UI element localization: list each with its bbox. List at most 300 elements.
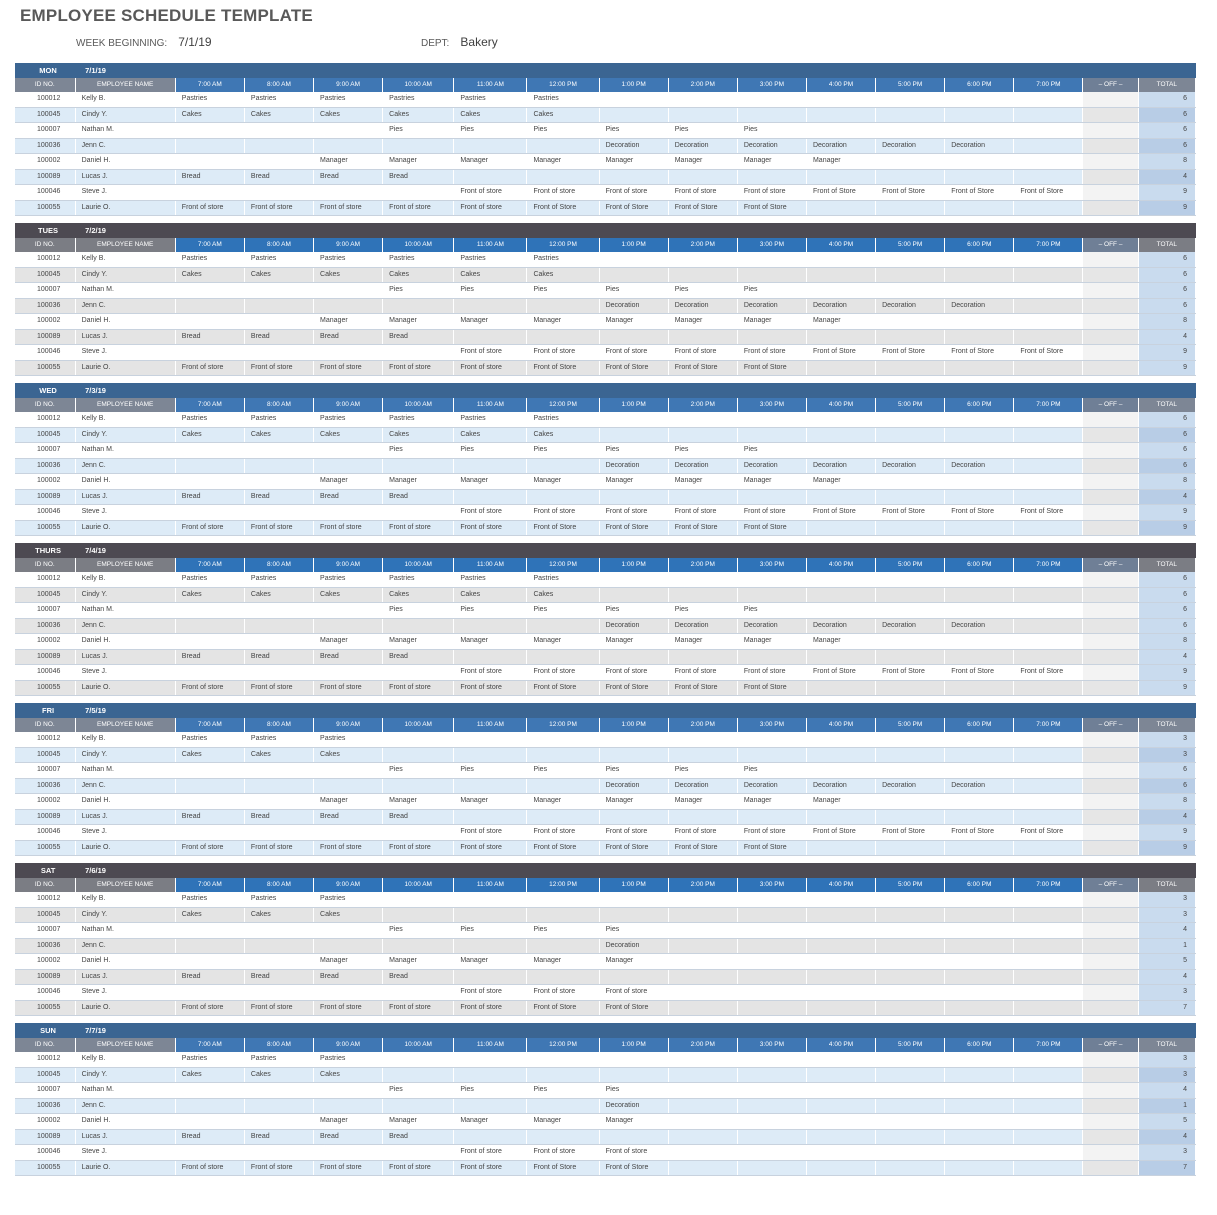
shift-cell[interactable] [737, 1083, 806, 1099]
shift-cell[interactable]: Front of store [175, 1160, 244, 1176]
shift-cell[interactable]: Bread [175, 809, 244, 825]
total-hours[interactable]: 8 [1138, 474, 1195, 490]
shift-cell[interactable] [244, 1145, 313, 1161]
shift-cell[interactable]: Cakes [383, 587, 454, 603]
employee-id[interactable]: 100089 [15, 649, 75, 665]
shift-cell[interactable]: Pastries [175, 572, 244, 587]
total-hours[interactable]: 4 [1138, 923, 1195, 939]
shift-cell[interactable]: Front of Store [737, 520, 806, 536]
employee-id[interactable]: 100055 [15, 200, 75, 216]
off-cell[interactable] [1083, 603, 1138, 619]
shift-cell[interactable] [806, 572, 875, 587]
employee-name[interactable]: Nathan M. [75, 443, 175, 459]
shift-cell[interactable] [806, 985, 875, 1001]
shift-cell[interactable]: Decoration [737, 778, 806, 794]
shift-cell[interactable]: Cakes [244, 267, 313, 283]
shift-cell[interactable]: Front of Store [1014, 185, 1083, 201]
employee-name[interactable]: Kelly B. [75, 412, 175, 427]
shift-cell[interactable] [599, 969, 668, 985]
shift-cell[interactable] [454, 649, 527, 665]
off-cell[interactable] [1083, 427, 1138, 443]
employee-id[interactable]: 100012 [15, 892, 75, 907]
off-cell[interactable] [1083, 412, 1138, 427]
week-beginning-value[interactable]: 7/1/19 [178, 35, 212, 49]
shift-cell[interactable] [599, 747, 668, 763]
shift-cell[interactable] [175, 443, 244, 459]
shift-cell[interactable] [244, 345, 313, 361]
shift-cell[interactable]: Manager [454, 794, 527, 810]
total-hours[interactable]: 9 [1138, 825, 1195, 841]
total-hours[interactable]: 9 [1138, 505, 1195, 521]
shift-cell[interactable] [314, 763, 383, 779]
shift-cell[interactable]: Front of store [668, 505, 737, 521]
shift-cell[interactable] [175, 154, 244, 170]
shift-cell[interactable]: Pies [454, 443, 527, 459]
shift-cell[interactable] [876, 763, 945, 779]
shift-cell[interactable]: Front of store [244, 1160, 313, 1176]
shift-cell[interactable]: Pastries [454, 572, 527, 587]
shift-cell[interactable]: Decoration [876, 618, 945, 634]
employee-name[interactable]: Lucas J. [75, 329, 175, 345]
shift-cell[interactable] [383, 185, 454, 201]
shift-cell[interactable]: Front of store [454, 680, 527, 696]
shift-cell[interactable]: Pastries [175, 92, 244, 107]
shift-cell[interactable]: Front of store [599, 185, 668, 201]
total-hours[interactable]: 6 [1138, 427, 1195, 443]
shift-cell[interactable] [945, 329, 1014, 345]
shift-cell[interactable] [806, 443, 875, 459]
shift-cell[interactable] [737, 969, 806, 985]
shift-cell[interactable]: Decoration [945, 138, 1014, 154]
employee-id[interactable]: 100002 [15, 1114, 75, 1130]
employee-id[interactable]: 100036 [15, 138, 75, 154]
shift-cell[interactable] [1014, 1129, 1083, 1145]
shift-cell[interactable]: Bread [314, 969, 383, 985]
shift-cell[interactable] [383, 665, 454, 681]
total-hours[interactable]: 9 [1138, 360, 1195, 376]
employee-id[interactable]: 100089 [15, 969, 75, 985]
shift-cell[interactable] [244, 474, 313, 490]
employee-name[interactable]: Cindy Y. [75, 587, 175, 603]
shift-cell[interactable] [806, 969, 875, 985]
shift-cell[interactable] [1014, 200, 1083, 216]
shift-cell[interactable] [527, 778, 599, 794]
shift-cell[interactable]: Pastries [244, 92, 313, 107]
shift-cell[interactable]: Decoration [599, 458, 668, 474]
total-hours[interactable]: 4 [1138, 329, 1195, 345]
shift-cell[interactable] [1014, 283, 1083, 299]
shift-cell[interactable] [175, 458, 244, 474]
shift-cell[interactable] [806, 732, 875, 747]
shift-cell[interactable]: Pies [599, 123, 668, 139]
shift-cell[interactable] [737, 412, 806, 427]
shift-cell[interactable] [945, 412, 1014, 427]
shift-cell[interactable]: Decoration [945, 778, 1014, 794]
shift-cell[interactable] [668, 1067, 737, 1083]
shift-cell[interactable] [945, 283, 1014, 299]
shift-cell[interactable]: Front of store [668, 345, 737, 361]
total-hours[interactable]: 6 [1138, 107, 1195, 123]
shift-cell[interactable]: Pies [527, 283, 599, 299]
off-cell[interactable] [1083, 649, 1138, 665]
employee-id[interactable]: 100045 [15, 587, 75, 603]
shift-cell[interactable]: Pies [383, 283, 454, 299]
shift-cell[interactable] [1014, 412, 1083, 427]
employee-name[interactable]: Nathan M. [75, 923, 175, 939]
shift-cell[interactable]: Manager [383, 634, 454, 650]
shift-cell[interactable]: Manager [314, 794, 383, 810]
shift-cell[interactable] [876, 938, 945, 954]
off-cell[interactable] [1083, 618, 1138, 634]
shift-cell[interactable] [527, 747, 599, 763]
shift-cell[interactable]: Pastries [314, 252, 383, 267]
employee-name[interactable]: Steve J. [75, 985, 175, 1001]
shift-cell[interactable]: Bread [314, 809, 383, 825]
shift-cell[interactable] [945, 92, 1014, 107]
shift-cell[interactable]: Manager [668, 154, 737, 170]
shift-cell[interactable] [244, 778, 313, 794]
off-cell[interactable] [1083, 680, 1138, 696]
off-cell[interactable] [1083, 489, 1138, 505]
shift-cell[interactable] [876, 840, 945, 856]
shift-cell[interactable] [806, 954, 875, 970]
shift-cell[interactable] [668, 427, 737, 443]
total-hours[interactable]: 4 [1138, 1129, 1195, 1145]
shift-cell[interactable] [383, 505, 454, 521]
shift-cell[interactable]: Cakes [244, 907, 313, 923]
shift-cell[interactable] [175, 314, 244, 330]
off-cell[interactable] [1083, 954, 1138, 970]
off-cell[interactable] [1083, 169, 1138, 185]
shift-cell[interactable] [945, 1000, 1014, 1016]
shift-cell[interactable] [806, 907, 875, 923]
shift-cell[interactable] [668, 169, 737, 185]
shift-cell[interactable]: Front of Store [876, 345, 945, 361]
shift-cell[interactable]: Front of store [454, 360, 527, 376]
employee-name[interactable]: Steve J. [75, 665, 175, 681]
shift-cell[interactable] [876, 412, 945, 427]
employee-id[interactable]: 100089 [15, 809, 75, 825]
shift-cell[interactable] [1014, 329, 1083, 345]
off-cell[interactable] [1083, 763, 1138, 779]
shift-cell[interactable]: Manager [527, 154, 599, 170]
shift-cell[interactable] [668, 1145, 737, 1161]
shift-cell[interactable] [1014, 923, 1083, 939]
shift-cell[interactable]: Decoration [737, 618, 806, 634]
shift-cell[interactable] [806, 680, 875, 696]
shift-cell[interactable] [668, 1000, 737, 1016]
shift-cell[interactable]: Decoration [806, 298, 875, 314]
shift-cell[interactable] [876, 360, 945, 376]
shift-cell[interactable]: Front of Store [945, 185, 1014, 201]
employee-name[interactable]: Steve J. [75, 185, 175, 201]
shift-cell[interactable]: Pies [454, 283, 527, 299]
shift-cell[interactable] [599, 412, 668, 427]
total-hours[interactable]: 8 [1138, 314, 1195, 330]
shift-cell[interactable] [314, 1145, 383, 1161]
total-hours[interactable]: 3 [1138, 1067, 1195, 1083]
shift-cell[interactable] [806, 329, 875, 345]
shift-cell[interactable]: Manager [454, 1114, 527, 1130]
shift-cell[interactable] [454, 907, 527, 923]
shift-cell[interactable] [806, 92, 875, 107]
shift-cell[interactable] [945, 809, 1014, 825]
off-cell[interactable] [1083, 329, 1138, 345]
off-cell[interactable] [1083, 1160, 1138, 1176]
shift-cell[interactable]: Decoration [945, 458, 1014, 474]
shift-cell[interactable] [599, 1052, 668, 1067]
total-hours[interactable]: 4 [1138, 1083, 1195, 1099]
shift-cell[interactable]: Pastries [244, 252, 313, 267]
shift-cell[interactable]: Bread [244, 1129, 313, 1145]
employee-id[interactable]: 100045 [15, 427, 75, 443]
shift-cell[interactable]: Pies [527, 443, 599, 459]
day-date[interactable]: 7/6/19 [75, 863, 175, 878]
shift-cell[interactable]: Pastries [527, 572, 599, 587]
shift-cell[interactable]: Manager [737, 154, 806, 170]
shift-cell[interactable] [1014, 252, 1083, 267]
shift-cell[interactable] [383, 732, 454, 747]
shift-cell[interactable] [737, 1129, 806, 1145]
shift-cell[interactable]: Front of store [599, 505, 668, 521]
off-cell[interactable] [1083, 840, 1138, 856]
shift-cell[interactable]: Pies [668, 123, 737, 139]
shift-cell[interactable] [314, 778, 383, 794]
shift-cell[interactable]: Manager [806, 634, 875, 650]
shift-cell[interactable] [175, 794, 244, 810]
shift-cell[interactable]: Manager [314, 1114, 383, 1130]
off-cell[interactable] [1083, 267, 1138, 283]
total-hours[interactable]: 9 [1138, 200, 1195, 216]
shift-cell[interactable] [454, 809, 527, 825]
shift-cell[interactable] [668, 572, 737, 587]
day-date[interactable]: 7/4/19 [75, 543, 175, 558]
shift-cell[interactable] [806, 1098, 875, 1114]
shift-cell[interactable]: Manager [383, 794, 454, 810]
shift-cell[interactable] [314, 443, 383, 459]
shift-cell[interactable] [175, 778, 244, 794]
shift-cell[interactable]: Pies [599, 443, 668, 459]
shift-cell[interactable]: Cakes [244, 747, 313, 763]
shift-cell[interactable] [668, 107, 737, 123]
shift-cell[interactable]: Front of store [383, 680, 454, 696]
shift-cell[interactable]: Pastries [314, 732, 383, 747]
shift-cell[interactable] [244, 138, 313, 154]
employee-id[interactable]: 100002 [15, 954, 75, 970]
shift-cell[interactable]: Front of store [244, 840, 313, 856]
shift-cell[interactable]: Front of store [454, 840, 527, 856]
shift-cell[interactable]: Manager [383, 154, 454, 170]
shift-cell[interactable]: Front of store [454, 1160, 527, 1176]
shift-cell[interactable] [806, 809, 875, 825]
shift-cell[interactable] [1014, 489, 1083, 505]
shift-cell[interactable] [1014, 169, 1083, 185]
shift-cell[interactable] [876, 809, 945, 825]
shift-cell[interactable] [806, 603, 875, 619]
shift-cell[interactable]: Cakes [527, 107, 599, 123]
shift-cell[interactable] [1014, 954, 1083, 970]
shift-cell[interactable] [876, 267, 945, 283]
shift-cell[interactable] [945, 840, 1014, 856]
shift-cell[interactable] [945, 252, 1014, 267]
shift-cell[interactable]: Cakes [314, 587, 383, 603]
shift-cell[interactable] [175, 1083, 244, 1099]
shift-cell[interactable] [175, 985, 244, 1001]
shift-cell[interactable] [314, 618, 383, 634]
employee-id[interactable]: 100089 [15, 169, 75, 185]
employee-id[interactable]: 100012 [15, 252, 75, 267]
off-cell[interactable] [1083, 809, 1138, 825]
shift-cell[interactable] [383, 1052, 454, 1067]
shift-cell[interactable] [806, 1083, 875, 1099]
shift-cell[interactable]: Front of Store [668, 840, 737, 856]
shift-cell[interactable] [1014, 1083, 1083, 1099]
shift-cell[interactable]: Manager [383, 954, 454, 970]
shift-cell[interactable]: Pies [527, 603, 599, 619]
shift-cell[interactable] [668, 923, 737, 939]
shift-cell[interactable] [244, 1114, 313, 1130]
shift-cell[interactable]: Front of store [668, 665, 737, 681]
shift-cell[interactable] [945, 954, 1014, 970]
total-hours[interactable]: 9 [1138, 185, 1195, 201]
shift-cell[interactable] [244, 154, 313, 170]
shift-cell[interactable]: Manager [668, 314, 737, 330]
shift-cell[interactable] [1014, 1114, 1083, 1130]
shift-cell[interactable]: Pies [383, 923, 454, 939]
shift-cell[interactable] [383, 138, 454, 154]
shift-cell[interactable] [1014, 587, 1083, 603]
shift-cell[interactable] [806, 892, 875, 907]
employee-id[interactable]: 100036 [15, 938, 75, 954]
shift-cell[interactable] [383, 1067, 454, 1083]
shift-cell[interactable] [876, 634, 945, 650]
off-cell[interactable] [1083, 587, 1138, 603]
shift-cell[interactable]: Bread [383, 1129, 454, 1145]
off-cell[interactable] [1083, 154, 1138, 170]
shift-cell[interactable]: Pies [668, 603, 737, 619]
shift-cell[interactable] [806, 840, 875, 856]
shift-cell[interactable] [668, 1160, 737, 1176]
shift-cell[interactable]: Manager [599, 1114, 668, 1130]
shift-cell[interactable] [806, 1114, 875, 1130]
off-cell[interactable] [1083, 907, 1138, 923]
total-hours[interactable]: 4 [1138, 169, 1195, 185]
employee-id[interactable]: 100055 [15, 520, 75, 536]
shift-cell[interactable]: Decoration [737, 458, 806, 474]
shift-cell[interactable] [527, 809, 599, 825]
shift-cell[interactable] [454, 329, 527, 345]
total-hours[interactable]: 9 [1138, 345, 1195, 361]
shift-cell[interactable] [314, 1083, 383, 1099]
shift-cell[interactable] [876, 732, 945, 747]
shift-cell[interactable] [1014, 649, 1083, 665]
shift-cell[interactable]: Front of store [314, 680, 383, 696]
shift-cell[interactable] [806, 1067, 875, 1083]
shift-cell[interactable] [876, 314, 945, 330]
employee-id[interactable]: 100046 [15, 1145, 75, 1161]
shift-cell[interactable]: Cakes [244, 587, 313, 603]
shift-cell[interactable] [383, 892, 454, 907]
shift-cell[interactable] [876, 154, 945, 170]
shift-cell[interactable] [175, 634, 244, 650]
off-cell[interactable] [1083, 969, 1138, 985]
shift-cell[interactable] [668, 267, 737, 283]
shift-cell[interactable] [1014, 763, 1083, 779]
shift-cell[interactable]: Decoration [599, 778, 668, 794]
shift-cell[interactable] [876, 1145, 945, 1161]
shift-cell[interactable] [454, 618, 527, 634]
shift-cell[interactable]: Front of Store [599, 360, 668, 376]
employee-id[interactable]: 100007 [15, 123, 75, 139]
off-cell[interactable] [1083, 572, 1138, 587]
shift-cell[interactable]: Cakes [314, 267, 383, 283]
shift-cell[interactable]: Manager [599, 794, 668, 810]
total-hours[interactable]: 7 [1138, 1160, 1195, 1176]
shift-cell[interactable] [945, 587, 1014, 603]
shift-cell[interactable] [737, 1114, 806, 1130]
shift-cell[interactable]: Front of Store [945, 345, 1014, 361]
off-cell[interactable] [1083, 520, 1138, 536]
shift-cell[interactable] [314, 825, 383, 841]
shift-cell[interactable] [383, 1098, 454, 1114]
shift-cell[interactable]: Decoration [945, 298, 1014, 314]
total-hours[interactable]: 3 [1138, 1145, 1195, 1161]
shift-cell[interactable] [175, 345, 244, 361]
shift-cell[interactable]: Front of store [454, 1000, 527, 1016]
total-hours[interactable]: 6 [1138, 267, 1195, 283]
shift-cell[interactable] [876, 200, 945, 216]
shift-cell[interactable] [1014, 618, 1083, 634]
shift-cell[interactable] [945, 985, 1014, 1001]
shift-cell[interactable]: Front of Store [1014, 825, 1083, 841]
shift-cell[interactable]: Front of store [599, 1145, 668, 1161]
shift-cell[interactable] [599, 252, 668, 267]
shift-cell[interactable]: Pies [527, 923, 599, 939]
shift-cell[interactable] [383, 298, 454, 314]
shift-cell[interactable] [314, 298, 383, 314]
off-cell[interactable] [1083, 634, 1138, 650]
off-cell[interactable] [1083, 458, 1138, 474]
shift-cell[interactable] [945, 314, 1014, 330]
employee-name[interactable]: Kelly B. [75, 252, 175, 267]
shift-cell[interactable]: Bread [175, 329, 244, 345]
shift-cell[interactable] [314, 665, 383, 681]
shift-cell[interactable]: Front of Store [876, 185, 945, 201]
shift-cell[interactable] [737, 572, 806, 587]
shift-cell[interactable]: Manager [737, 634, 806, 650]
shift-cell[interactable] [1014, 443, 1083, 459]
shift-cell[interactable] [1014, 1145, 1083, 1161]
shift-cell[interactable]: Front of store [527, 665, 599, 681]
employee-name[interactable]: Laurie O. [75, 680, 175, 696]
shift-cell[interactable] [314, 458, 383, 474]
shift-cell[interactable] [314, 123, 383, 139]
off-cell[interactable] [1083, 345, 1138, 361]
shift-cell[interactable]: Manager [599, 474, 668, 490]
shift-cell[interactable]: Pies [527, 1083, 599, 1099]
shift-cell[interactable] [175, 1145, 244, 1161]
shift-cell[interactable] [737, 587, 806, 603]
shift-cell[interactable]: Bread [383, 809, 454, 825]
shift-cell[interactable]: Front of store [454, 985, 527, 1001]
shift-cell[interactable]: Front of store [314, 840, 383, 856]
shift-cell[interactable] [1014, 154, 1083, 170]
employee-id[interactable]: 100046 [15, 185, 75, 201]
shift-cell[interactable] [383, 985, 454, 1001]
shift-cell[interactable]: Front of store [314, 360, 383, 376]
shift-cell[interactable]: Cakes [383, 267, 454, 283]
shift-cell[interactable] [945, 1083, 1014, 1099]
